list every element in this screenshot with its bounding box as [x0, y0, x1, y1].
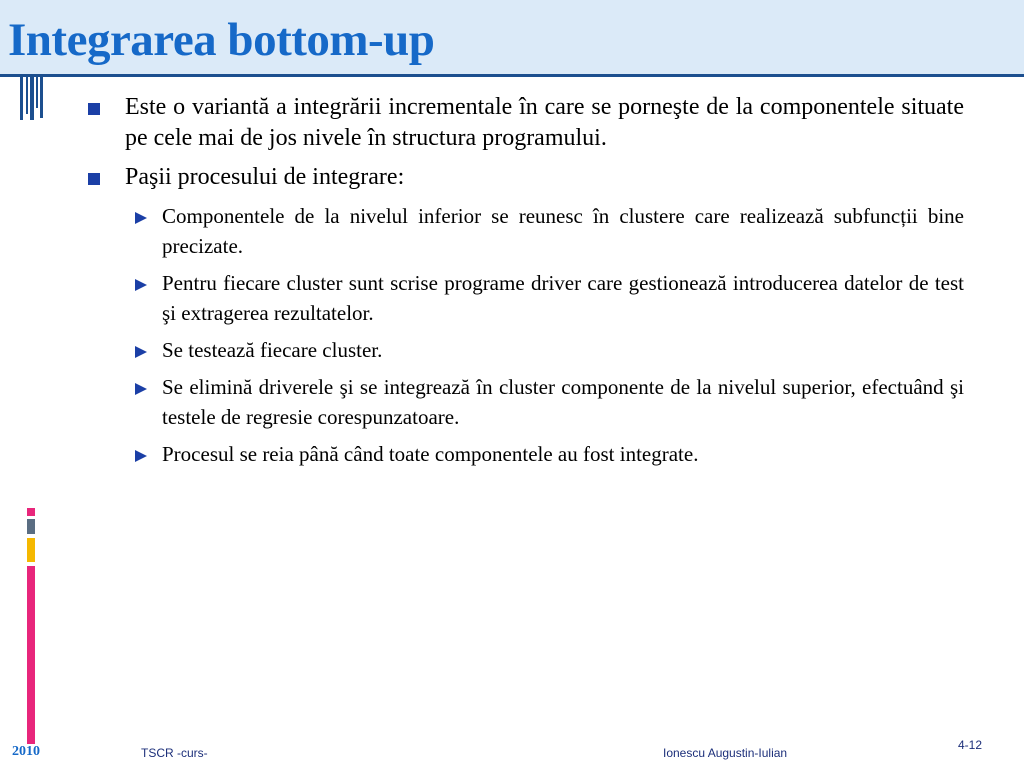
square-bullet-icon	[88, 173, 100, 185]
left-accent-pink-top	[27, 508, 35, 516]
sub-bullet-item	[135, 201, 964, 261]
sub-bullet-text: Procesul se reia până când toate componentele au fost integrate.	[162, 442, 699, 466]
bullet-text: Este o variantă a integrării incrementale în care se porneşte de la componentele situate pe cele mai de jos nivele în structura programului.	[125, 94, 964, 151]
bullet-item	[88, 92, 964, 154]
page-number: 4-12	[958, 738, 983, 752]
sub-bullet-text: Se testează fiecare cluster.	[162, 338, 383, 362]
triangle-bullet-icon	[135, 450, 147, 462]
sub-bullet-text: Pentru fiecare cluster sunt scrise programe driver care gestionează introducerea datelor de test şi extragerea rezultatelor.	[162, 271, 964, 325]
left-accent-gray	[27, 519, 35, 534]
slide-content	[88, 92, 964, 476]
barcode-decoration-icon	[18, 74, 44, 120]
square-bullet-icon	[88, 103, 100, 115]
bullet-text: Paşii procesului de integrare:	[125, 164, 405, 190]
footer-author: Ionescu Augustin-Iulian	[663, 746, 788, 760]
left-accent-pink-long	[27, 566, 35, 744]
sub-bullet-text: Se elimină driverele şi se integrează în cluster componente de la nivelul superior, efectuând şi testele de regresie corespunzatoare.	[162, 375, 964, 429]
sub-bullet-item	[135, 372, 964, 432]
footer-year: 2010	[12, 744, 40, 759]
sub-bullet-text: Componentele de la nivelul inferior se reunesc în clustere care realizează subfuncții bine precizate.	[162, 204, 964, 258]
triangle-bullet-icon	[135, 383, 147, 395]
sub-bullet-item	[135, 335, 964, 365]
sub-bullet-item	[135, 268, 964, 328]
triangle-bullet-icon	[135, 346, 147, 358]
triangle-bullet-icon	[135, 212, 147, 224]
slide-title: Integrarea bottom-up	[8, 14, 435, 66]
sub-bullet-item	[135, 439, 964, 469]
bullet-item	[88, 162, 964, 193]
title-underline	[0, 74, 1024, 77]
left-accent-yellow	[27, 538, 35, 562]
footer-course: TSCR -curs-	[141, 746, 208, 760]
triangle-bullet-icon	[135, 279, 147, 291]
